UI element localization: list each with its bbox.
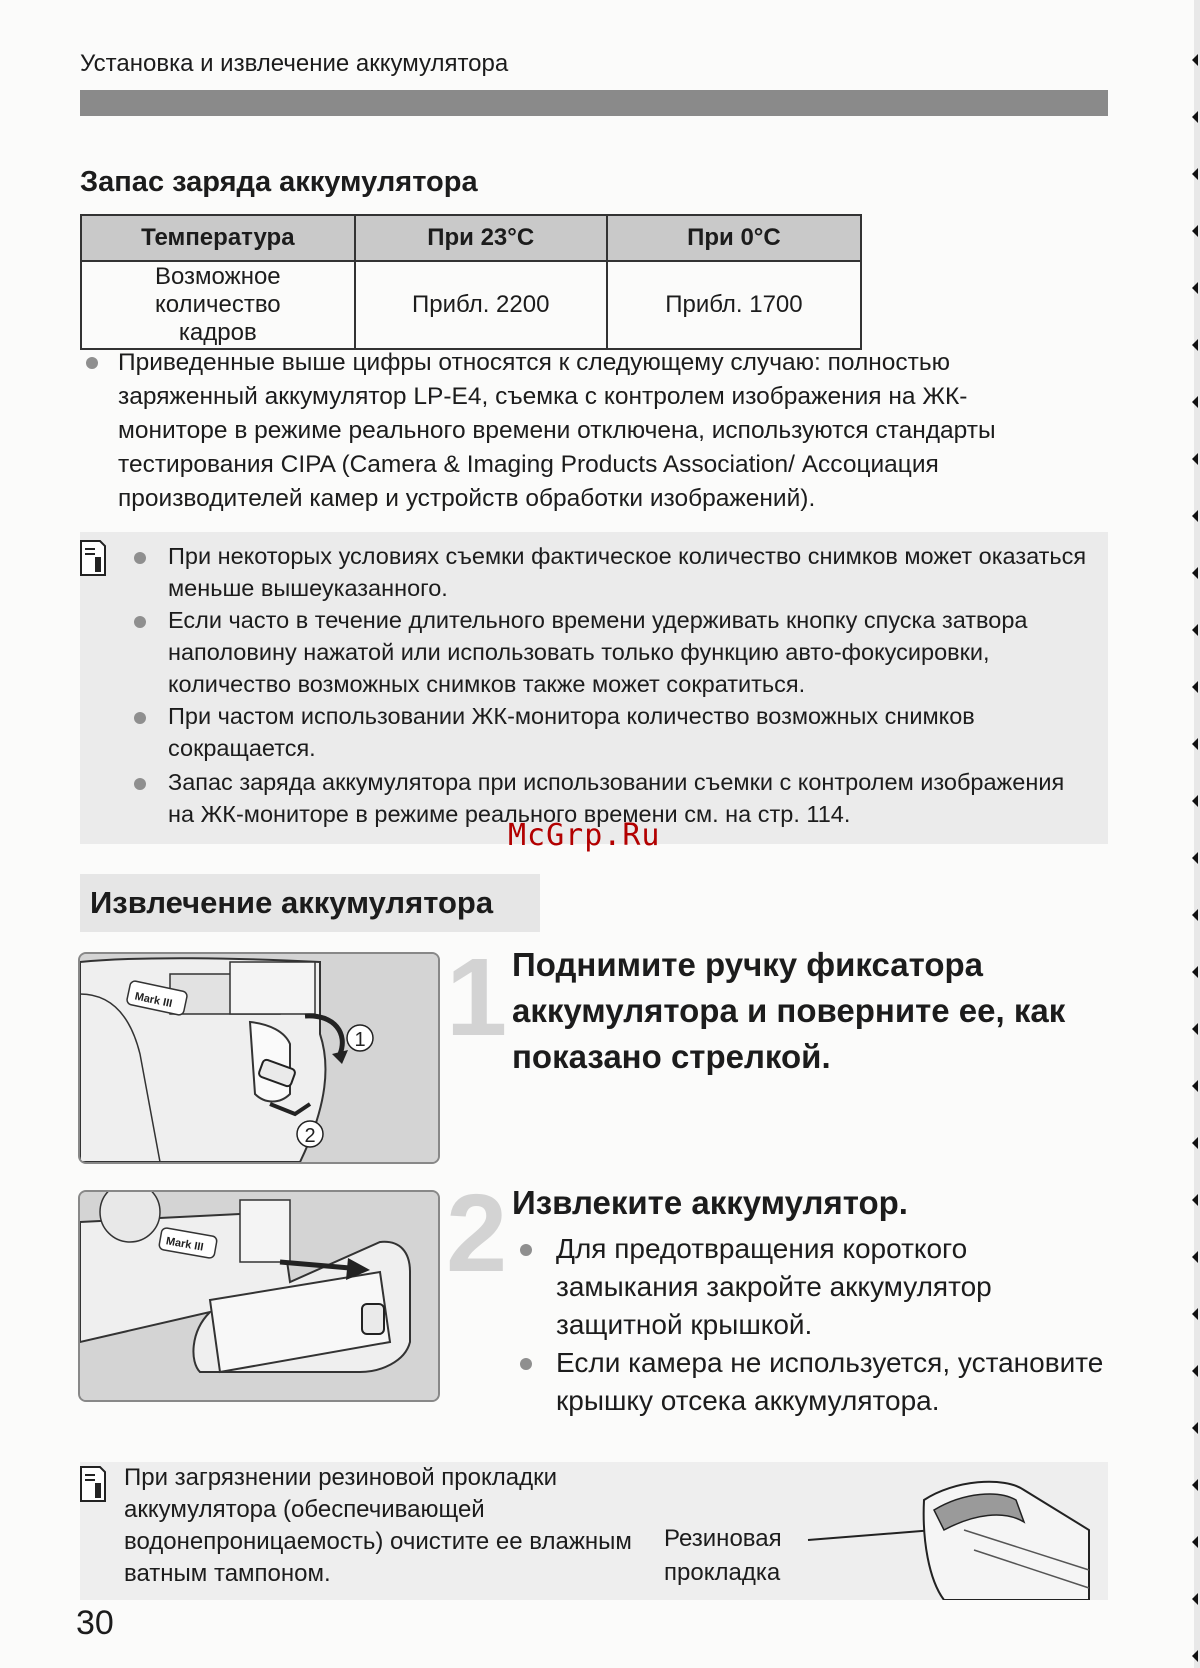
running-header: Установка и извлечение аккумулятора xyxy=(80,50,509,77)
step-2-title: Извлеките аккумулятор. xyxy=(512,1184,908,1221)
note-item: При некоторых условиях съемки фактическое количество снимков может оказаться меньше вышеуказанного. xyxy=(168,543,1087,601)
table-header-temperature: Температура xyxy=(81,215,355,261)
mark-iii-badge-text: Mark III xyxy=(164,1235,205,1254)
gasket-illustration xyxy=(804,1470,1094,1600)
battery-removal-heading: Извлечение аккумулятора xyxy=(90,885,494,920)
callout-1-text: 1 xyxy=(354,1029,366,1051)
binding-edge xyxy=(1170,0,1200,1668)
battery-charge-heading: Запас заряда аккумулятора xyxy=(80,166,478,198)
note-item: Запас заряда аккумулятора при использовании съемки с контролем изображения на ЖК-мониторе в режиме реального времени см. на стр. 114. xyxy=(168,769,1065,827)
step1-illustration xyxy=(78,952,440,1164)
watermark: McGrp.Ru xyxy=(508,818,661,853)
step-2-item: Если камера не используется, установите крышку отсека аккумулятора. xyxy=(556,1347,1104,1416)
table-header-row xyxy=(81,215,861,261)
step-1-instruction: Поднимите ручку фиксатора аккумулятора и поверните ее, как показано стрелкой. xyxy=(512,946,1066,1075)
mark-iii-badge-text: Mark III xyxy=(133,990,174,1011)
table-cell-23c-value: Прибл. 2200 xyxy=(355,261,607,349)
header-divider-bar xyxy=(80,90,1108,116)
gasket-label: Резиновая прокладка xyxy=(664,1525,782,1586)
bullet-icon xyxy=(134,552,146,564)
step-2-number: 2 xyxy=(446,1172,508,1295)
page-number: 30 xyxy=(76,1604,114,1642)
bullet-icon xyxy=(520,1358,532,1370)
table-row xyxy=(81,261,861,349)
table-cell-shots-label xyxy=(81,261,355,349)
note-item: Если часто в течение длительного времени удерживать кнопку спуска затвора наполовину нажатой или использовать только функцию авто-фокусировки, количество возможных снимков также может сократиться. xyxy=(168,607,1028,697)
gasket-note-text: При загрязнении резиновой прокладки аккумулятора (обеспечивающей водонепроницаемость) очистите ее влажным ватным тампоном. xyxy=(124,1464,632,1587)
step2-illustration xyxy=(78,1190,440,1402)
bullet-icon xyxy=(134,712,146,724)
step-2-item: Для предотвращения короткого замыкания закройте аккумулятор защитной крышкой. xyxy=(556,1233,992,1340)
table-header-0c: При 0°C xyxy=(607,215,861,261)
table-cell-0c-value: Прибл. 1700 xyxy=(607,261,861,349)
cipa-paragraph: Приведенные выше цифры относятся к следующему случаю: полностью заряженный аккумулятор LP-E4, съемка с контролем изображения на ЖК-мониторе в режиме реального времени отключена, используются стандарты тестирования CIPA (Camera & Imaging Products Association/ Ассоциация производителей камер и устройств обработки изображений). xyxy=(118,349,996,512)
shots-label-text: Возможное количество кадров xyxy=(154,263,281,346)
memo-icon xyxy=(80,540,106,576)
note-item: При частом использовании ЖК-монитора количество возможных снимков сокращается. xyxy=(168,703,975,761)
battery-removal-drawing xyxy=(80,1192,438,1400)
bullet-icon xyxy=(134,778,146,790)
battery-charge-table xyxy=(80,214,862,350)
memo-icon xyxy=(80,1466,106,1502)
bullet-icon xyxy=(520,1244,532,1256)
callout-2-text: 2 xyxy=(304,1125,316,1147)
bullet-icon xyxy=(86,357,98,369)
step-1-number: 1 xyxy=(446,936,508,1059)
table-header-23c: При 23°C xyxy=(355,215,607,261)
bullet-icon xyxy=(134,616,146,628)
camera-grip-drawing xyxy=(80,954,438,1162)
